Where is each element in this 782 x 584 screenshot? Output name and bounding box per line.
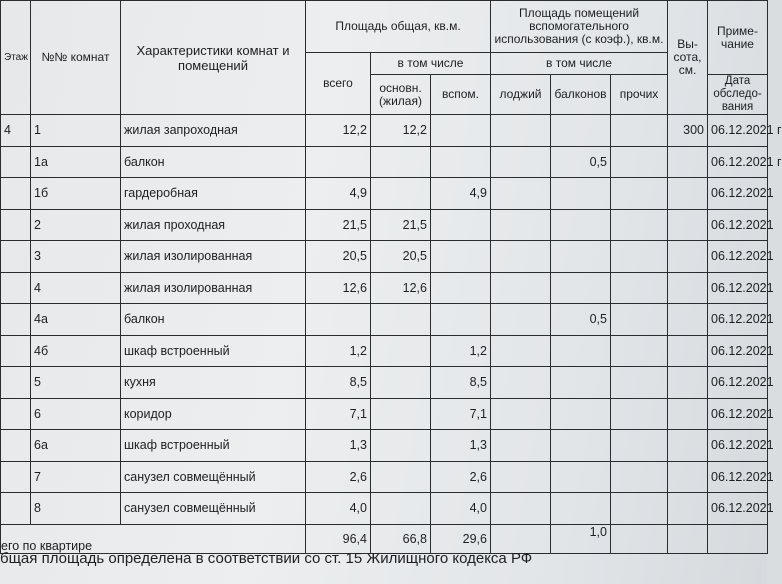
header-height: Вы-сота, см. bbox=[668, 1, 708, 115]
table-row bbox=[1, 241, 768, 273]
table-row bbox=[1, 178, 768, 210]
totals-total: 96,4 bbox=[306, 524, 371, 553]
cell-balcony bbox=[551, 272, 611, 304]
cell-other bbox=[611, 367, 668, 399]
cell-height bbox=[668, 146, 708, 178]
table-footer bbox=[1, 524, 768, 553]
cell-date: 06.12.2021 bbox=[708, 178, 768, 210]
cell-main bbox=[371, 367, 431, 399]
cell-name: жилая проходная bbox=[121, 209, 306, 241]
cell-balcony bbox=[551, 335, 611, 367]
cell-total: 1,3 bbox=[306, 430, 371, 462]
cell-loggia bbox=[491, 146, 551, 178]
cell-aux bbox=[431, 272, 491, 304]
cell-other bbox=[611, 146, 668, 178]
cell-total: 4,9 bbox=[306, 178, 371, 210]
cell-other bbox=[611, 241, 668, 273]
cell-loggia bbox=[491, 304, 551, 336]
cell-other bbox=[611, 178, 668, 210]
header-room-no: №№ комнат bbox=[31, 1, 121, 115]
header-floor: Этаж bbox=[1, 1, 31, 115]
totals-height bbox=[668, 524, 708, 553]
cell-main bbox=[371, 461, 431, 493]
table-row bbox=[1, 272, 768, 304]
header-including: в том числе bbox=[371, 53, 491, 75]
cell-height bbox=[668, 493, 708, 525]
cell-height bbox=[668, 272, 708, 304]
cell-room-no: 1б bbox=[31, 178, 121, 210]
cell-height bbox=[668, 178, 708, 210]
header-total: всего bbox=[306, 53, 371, 115]
table-row bbox=[1, 398, 768, 430]
cell-room-no: 2 bbox=[31, 209, 121, 241]
cell-total bbox=[306, 146, 371, 178]
table-row bbox=[1, 209, 768, 241]
cell-room-no: 4 bbox=[31, 272, 121, 304]
cell-date: 06.12.2021 bbox=[708, 430, 768, 462]
cell-date: 06.12.2021 г bbox=[708, 115, 768, 147]
cell-total: 20,5 bbox=[306, 241, 371, 273]
cell-height: 300 bbox=[668, 115, 708, 147]
header-main: основн. (жилая) bbox=[371, 75, 431, 115]
cell-date: 06.12.2021 bbox=[708, 304, 768, 336]
cell-loggia bbox=[491, 335, 551, 367]
cell-room-no: 5 bbox=[31, 367, 121, 399]
cell-aux bbox=[431, 241, 491, 273]
header-aux-area: Площадь помещений вспомогательного использования (с коэф.), кв.м. bbox=[491, 1, 668, 53]
header-survey-date: Дата обследо-вания bbox=[708, 75, 768, 115]
cell-date: 06.12.2021 bbox=[708, 493, 768, 525]
cell-main bbox=[371, 304, 431, 336]
cell-total: 12,2 bbox=[306, 115, 371, 147]
cell-date: 06.12.2021 bbox=[708, 209, 768, 241]
cell-main bbox=[371, 146, 431, 178]
cell-total: 2,6 bbox=[306, 461, 371, 493]
cell-height bbox=[668, 241, 708, 273]
cell-room-no: 7 bbox=[31, 461, 121, 493]
table-row bbox=[1, 461, 768, 493]
cell-date: 06.12.2021 bbox=[708, 335, 768, 367]
cell-loggia bbox=[491, 178, 551, 210]
cell-aux: 7,1 bbox=[431, 398, 491, 430]
cell-name: шкаф встроенный bbox=[121, 430, 306, 462]
cell-room-no: 1 bbox=[31, 115, 121, 147]
cell-other bbox=[611, 461, 668, 493]
cell-main: 12,6 bbox=[371, 272, 431, 304]
cell-floor bbox=[1, 241, 31, 273]
totals-row bbox=[1, 524, 768, 553]
cell-floor bbox=[1, 272, 31, 304]
cell-floor: 4 bbox=[1, 115, 31, 147]
cell-loggia bbox=[491, 398, 551, 430]
cell-floor bbox=[1, 367, 31, 399]
cell-date: 06.12.2021 г bbox=[708, 146, 768, 178]
cell-date: 06.12.2021 bbox=[708, 367, 768, 399]
cell-floor bbox=[1, 146, 31, 178]
cell-loggia bbox=[491, 461, 551, 493]
cell-main: 21,5 bbox=[371, 209, 431, 241]
cell-room-no: 8 bbox=[31, 493, 121, 525]
cell-aux: 2,6 bbox=[431, 461, 491, 493]
cell-room-no: 4а bbox=[31, 304, 121, 336]
cell-room-no: 6а bbox=[31, 430, 121, 462]
cell-balcony bbox=[551, 398, 611, 430]
cell-floor bbox=[1, 493, 31, 525]
cell-floor bbox=[1, 178, 31, 210]
cell-loggia bbox=[491, 115, 551, 147]
cell-aux: 1,2 bbox=[431, 335, 491, 367]
cell-loggia bbox=[491, 272, 551, 304]
cell-main: 12,2 bbox=[371, 115, 431, 147]
cell-other bbox=[611, 209, 668, 241]
cell-date: 06.12.2021 bbox=[708, 272, 768, 304]
header-total-area: Площадь общая, кв.м. bbox=[306, 1, 491, 53]
cell-other bbox=[611, 335, 668, 367]
footnote: бщая площадь определена в соответствии со ст. 15 Жилищного кодекса РФ bbox=[0, 550, 533, 567]
table-row bbox=[1, 367, 768, 399]
cell-balcony bbox=[551, 461, 611, 493]
cell-main: 20,5 bbox=[371, 241, 431, 273]
cell-balcony: 0,5 bbox=[551, 146, 611, 178]
cell-height bbox=[668, 209, 708, 241]
cell-floor bbox=[1, 209, 31, 241]
header-aux: вспом. bbox=[431, 75, 491, 115]
cell-height bbox=[668, 430, 708, 462]
cell-other bbox=[611, 115, 668, 147]
cell-aux bbox=[431, 304, 491, 336]
cell-name: балкон bbox=[121, 304, 306, 336]
totals-loggia bbox=[491, 524, 551, 553]
cell-name: кухня bbox=[121, 367, 306, 399]
cell-name: жилая запроходная bbox=[121, 115, 306, 147]
cell-aux bbox=[431, 115, 491, 147]
cell-other bbox=[611, 398, 668, 430]
cell-main bbox=[371, 335, 431, 367]
header-characteristics: Характеристики комнат и помещений bbox=[121, 1, 306, 115]
cell-name: шкаф встроенный bbox=[121, 335, 306, 367]
cell-loggia bbox=[491, 367, 551, 399]
cell-name: санузел совмещённый bbox=[121, 461, 306, 493]
header-loggia: лоджий bbox=[491, 75, 551, 115]
header-balconies: балконов bbox=[551, 75, 611, 115]
cell-floor bbox=[1, 430, 31, 462]
totals-main: 66,8 bbox=[371, 524, 431, 553]
cell-loggia bbox=[491, 430, 551, 462]
cell-other bbox=[611, 272, 668, 304]
totals-aux: 29,6 bbox=[431, 524, 491, 553]
cell-main bbox=[371, 430, 431, 462]
cell-main bbox=[371, 493, 431, 525]
table-row bbox=[1, 146, 768, 178]
table-body bbox=[1, 115, 782, 525]
cell-date: 06.12.2021 bbox=[708, 241, 768, 273]
cell-room-no: 6 bbox=[31, 398, 121, 430]
cell-balcony bbox=[551, 178, 611, 210]
header-note: Приме-чание bbox=[708, 1, 768, 75]
cell-balcony bbox=[551, 430, 611, 462]
table-row bbox=[1, 304, 768, 336]
table-row bbox=[1, 493, 768, 525]
cell-height bbox=[668, 304, 708, 336]
cell-other bbox=[611, 430, 668, 462]
cell-main bbox=[371, 178, 431, 210]
table-row bbox=[1, 115, 768, 147]
cell-total: 4,0 bbox=[306, 493, 371, 525]
cell-name: балкон bbox=[121, 146, 306, 178]
cell-total: 21,5 bbox=[306, 209, 371, 241]
table-header bbox=[1, 1, 768, 115]
cell-loggia bbox=[491, 209, 551, 241]
cell-total bbox=[306, 304, 371, 336]
cell-name: жилая изолированная bbox=[121, 241, 306, 273]
table-row bbox=[1, 430, 768, 462]
cell-aux: 1,3 bbox=[431, 430, 491, 462]
table-row bbox=[1, 335, 768, 367]
cell-balcony bbox=[551, 115, 611, 147]
cell-total: 8,5 bbox=[306, 367, 371, 399]
cell-height bbox=[668, 398, 708, 430]
cell-name: коридор bbox=[121, 398, 306, 430]
cell-loggia bbox=[491, 493, 551, 525]
totals-balcony: 1,0 bbox=[551, 524, 611, 553]
totals-other bbox=[611, 524, 668, 553]
cell-date: 06.12.2021 bbox=[708, 461, 768, 493]
cell-other bbox=[611, 304, 668, 336]
cell-name: гардеробная bbox=[121, 178, 306, 210]
totals-label: его по квартире bbox=[1, 524, 306, 553]
totals-date bbox=[708, 524, 768, 553]
cell-room-no: 1а bbox=[31, 146, 121, 178]
cell-aux: 8,5 bbox=[431, 367, 491, 399]
cell-name: санузел совмещённый bbox=[121, 493, 306, 525]
cell-height bbox=[668, 367, 708, 399]
cell-balcony bbox=[551, 367, 611, 399]
cell-floor bbox=[1, 304, 31, 336]
cell-floor bbox=[1, 461, 31, 493]
cell-date: 06.12.2021 bbox=[708, 398, 768, 430]
cell-aux bbox=[431, 146, 491, 178]
cell-floor bbox=[1, 335, 31, 367]
cell-name: жилая изолированная bbox=[121, 272, 306, 304]
cell-loggia bbox=[491, 241, 551, 273]
cell-aux: 4,9 bbox=[431, 178, 491, 210]
header-other: прочих bbox=[611, 75, 668, 115]
cell-balcony: 0,5 bbox=[551, 304, 611, 336]
cell-other bbox=[611, 493, 668, 525]
cell-total: 12,6 bbox=[306, 272, 371, 304]
cell-balcony bbox=[551, 209, 611, 241]
cell-floor bbox=[1, 398, 31, 430]
cell-balcony bbox=[551, 493, 611, 525]
cell-height bbox=[668, 461, 708, 493]
cell-height bbox=[668, 335, 708, 367]
cell-aux: 4,0 bbox=[431, 493, 491, 525]
cell-room-no: 3 bbox=[31, 241, 121, 273]
cell-room-no: 4б bbox=[31, 335, 121, 367]
cell-total: 1,2 bbox=[306, 335, 371, 367]
header-aux-including: в том числе bbox=[491, 53, 668, 75]
cell-total: 7,1 bbox=[306, 398, 371, 430]
cell-main bbox=[371, 398, 431, 430]
cell-balcony bbox=[551, 241, 611, 273]
cell-aux bbox=[431, 209, 491, 241]
